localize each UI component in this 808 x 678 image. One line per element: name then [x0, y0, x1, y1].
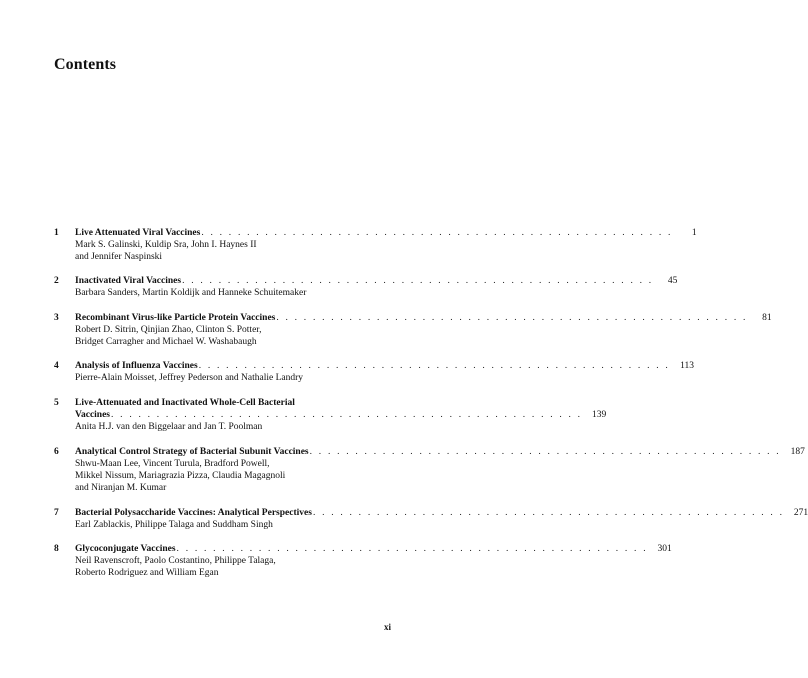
chapter-page: 81 — [762, 313, 772, 323]
page-number: xi — [384, 622, 392, 632]
dot-leader: . . . . . . . . . . . . . . . . . . . . . . . . . . . . . . . . . . . . . . . . . . . . . . . . . . . . — [276, 313, 748, 323]
chapter-title[interactable]: Inactivated Viral Vaccines — [75, 276, 182, 286]
chapter-authors: Barbara Sanders, Martin Koldijk and Hanneke Schuitemaker — [75, 288, 307, 298]
chapter-title[interactable]: Live-Attenuated and Inactivated Whole-Cell Bacterial — [75, 398, 295, 408]
chapter-title-continued[interactable]: Vaccines — [75, 410, 111, 420]
dot-leader: . . . . . . . . . . . . . . . . . . . . . . . . . . . . . . . . . . . . . . . . . . . . . . . . . . . . — [176, 544, 648, 554]
chapter-number: 1 — [54, 228, 59, 238]
chapter-title[interactable]: Analysis of Influenza Vaccines — [75, 361, 198, 371]
chapter-page: 271 — [793, 508, 808, 518]
chapter-page: 139 — [592, 410, 607, 420]
chapter-page: 113 — [680, 361, 694, 371]
chapter-authors: Mikkel Nissum, Mariagrazia Pizza, Claudia Magagnoli — [75, 471, 286, 481]
chapter-title[interactable]: Analytical Control Strategy of Bacterial Subunit Vaccines — [75, 447, 309, 457]
chapter-authors: Shwu-Maan Lee, Vincent Turula, Bradford Powell, — [75, 459, 270, 469]
chapter-page: 45 — [667, 276, 678, 286]
page-title: Contents — [54, 56, 117, 73]
chapter-authors: and Jennifer Naspinski — [75, 252, 163, 262]
chapter-page: 301 — [657, 544, 672, 554]
dot-leader: . . . . . . . . . . . . . . . . . . . . . . . . . . . . . . . . . . . . . . . . . . . . . . . . . . . . — [312, 508, 785, 518]
chapter-title[interactable]: Glycoconjugate Vaccines — [75, 544, 176, 554]
chapter-authors: and Niranjan M. Kumar — [75, 483, 167, 493]
chapter-page: 187 — [790, 447, 805, 457]
dot-leader: . . . . . . . . . . . . . . . . . . . . . . . . . . . . . . . . . . . . . . . . . . . . . . . . . . . . — [198, 361, 670, 371]
chapter-page: 1 — [691, 228, 697, 238]
chapter-authors: Anita H.J. van den Biggelaar and Jan T. Poolman — [75, 422, 263, 432]
chapter-title[interactable]: Bacterial Polysaccharide Vaccines: Analytical Perspectives — [75, 508, 312, 518]
chapter-number: 6 — [54, 447, 59, 457]
chapter-number: 7 — [54, 508, 59, 518]
chapter-authors: Bridget Carragher and Michael W. Washabaugh — [75, 337, 257, 347]
chapter-authors: Robert D. Sitrin, Qinjian Zhao, Clinton S. Potter, — [75, 325, 262, 335]
dot-leader: . . . . . . . . . . . . . . . . . . . . . . . . . . . . . . . . . . . . . . . . . . . . . . . . . . . . — [309, 447, 781, 457]
chapter-authors: Earl Zablackis, Philippe Talaga and Suddham Singh — [75, 520, 273, 530]
dot-leader: . . . . . . . . . . . . . . . . . . . . . . . . . . . . . . . . . . . . . . . . . . . . . . . . . . . . — [111, 410, 583, 420]
chapter-authors: Roberto Rodriguez and William Egan — [75, 568, 219, 578]
chapter-number: 4 — [54, 361, 59, 371]
dot-leader: . . . . . . . . . . . . . . . . . . . . . . . . . . . . . . . . . . . . . . . . . . . . . . . . . . . . — [182, 276, 654, 286]
chapter-number: 3 — [54, 313, 59, 323]
chapter-title[interactable]: Live Attenuated Viral Vaccines — [75, 228, 201, 238]
chapter-authors: Pierre-Alain Moisset, Jeffrey Pederson and Nathalie Landry — [75, 373, 304, 383]
chapter-number: 8 — [54, 544, 59, 554]
chapter-number: 5 — [54, 398, 59, 408]
chapter-authors: Mark S. Galinski, Kuldip Sra, John I. Haynes II — [75, 240, 257, 250]
chapter-authors: Neil Ravenscroft, Paolo Costantino, Philippe Talaga, — [75, 556, 276, 566]
chapter-title[interactable]: Recombinant Virus-like Particle Protein Vaccines — [75, 313, 276, 323]
dot-leader: . . . . . . . . . . . . . . . . . . . . . . . . . . . . . . . . . . . . . . . . . . . . . . . . . . . . — [201, 228, 673, 238]
chapter-number: 2 — [54, 276, 59, 286]
